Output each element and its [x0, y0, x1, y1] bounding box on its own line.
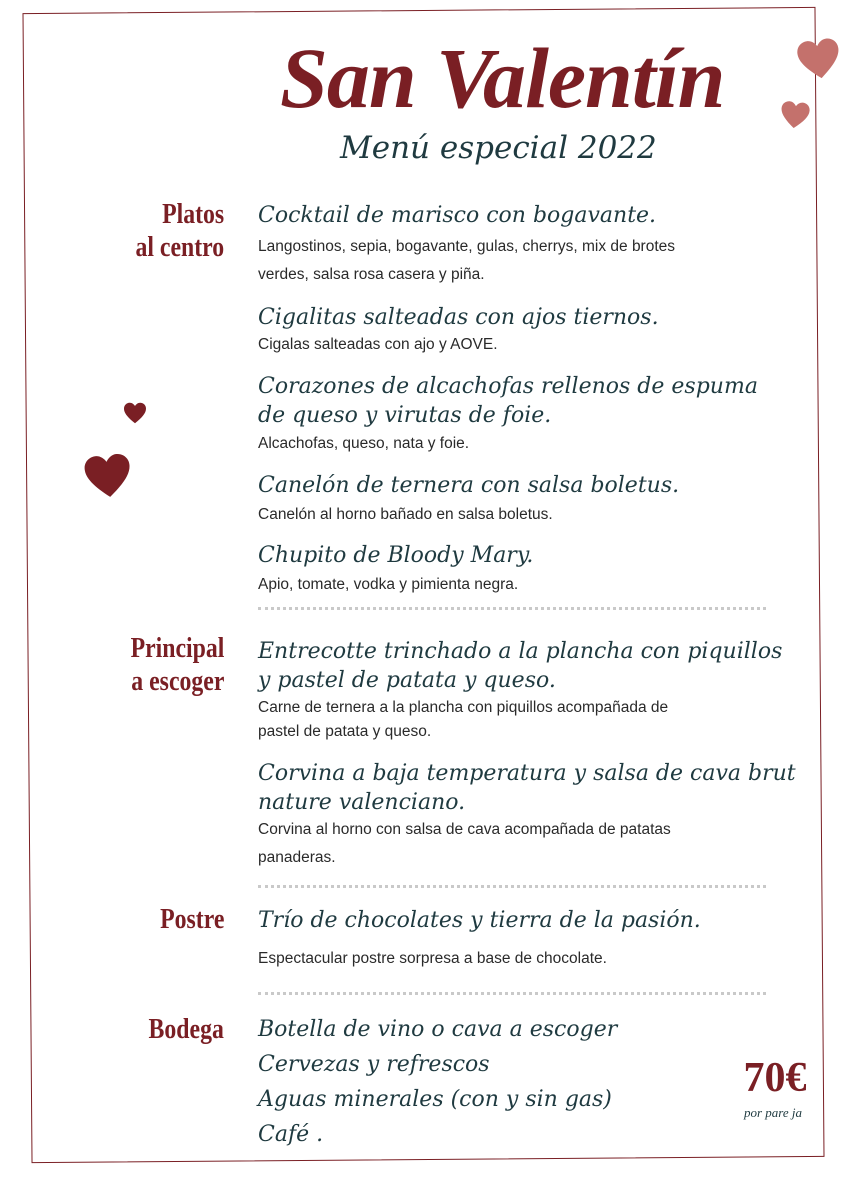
bodega-item: Botella de vino o cava a escoger [258, 1017, 618, 1042]
item-description: Canelón al horno bañado en salsa boletus. [258, 506, 553, 523]
price-amount: 70€ [743, 1055, 807, 1101]
heart-icon [780, 100, 810, 130]
heart-icon [84, 453, 132, 499]
menu-subtitle: Menú especial 2022 [340, 130, 657, 166]
item-title: Chupito de Bloody Mary. [258, 543, 534, 568]
item-title: Cocktail de marisco con bogavante. [258, 203, 657, 228]
item-description: Cigalas salteadas con ajo y AOVE. [258, 336, 498, 353]
section-label-postre: Postre [159, 903, 224, 935]
price-note: por pare ja [743, 1105, 803, 1120]
item-description: Langostinos, sepia, bogavante, gulas, cherrys, mix de brotes [258, 238, 676, 255]
item-title: y pastel de patata y queso. [258, 668, 556, 693]
heart-icon [123, 402, 147, 424]
item-description: Alcachofas, queso, nata y foie. [258, 435, 470, 452]
bodega-item: Cervezas y refrescos [258, 1052, 490, 1077]
item-title: de queso y virutas de foie. [258, 403, 552, 428]
item-description: pastel de patata y queso. [258, 723, 432, 740]
item-title: Entrecotte trinchado a la plancha con piquillos [258, 639, 783, 664]
item-title: Trío de chocolates y tierra de la pasión. [258, 908, 701, 933]
item-description: Corvina al horno con salsa de cava acompañada de patatas [258, 821, 671, 838]
item-title: nature valenciano. [258, 790, 466, 815]
section-divider [258, 992, 766, 995]
item-title: Canelón de ternera con salsa boletus. [258, 473, 680, 498]
section-label-principal: Principal a escoger [130, 632, 224, 697]
section-divider [258, 885, 766, 888]
item-description: Apio, tomate, vodka y pimienta negra. [258, 576, 519, 593]
section-label-bodega: Bodega [148, 1013, 224, 1045]
item-description: Carne de ternera a la plancha con piquillos acompañada de [258, 699, 669, 716]
section-label-platos: Platos al centro [135, 198, 224, 263]
bodega-item: Café . [258, 1122, 324, 1147]
item-title: Cigalitas salteadas con ajos tiernos. [258, 305, 659, 330]
item-title: Corvina a baja temperatura y salsa de cava brut [258, 761, 796, 786]
bodega-item: Aguas minerales (con y sin gas) [258, 1087, 612, 1112]
item-description: verdes, salsa rosa casera y piña. [258, 266, 485, 283]
heart-icon [797, 38, 841, 80]
section-divider [258, 607, 766, 610]
item-description: panaderas. [258, 849, 336, 866]
item-title: Corazones de alcachofas rellenos de espuma [258, 374, 758, 399]
item-description: Espectacular postre sorpresa a base de chocolate. [258, 950, 607, 967]
menu-title: San Valentín [280, 30, 725, 126]
